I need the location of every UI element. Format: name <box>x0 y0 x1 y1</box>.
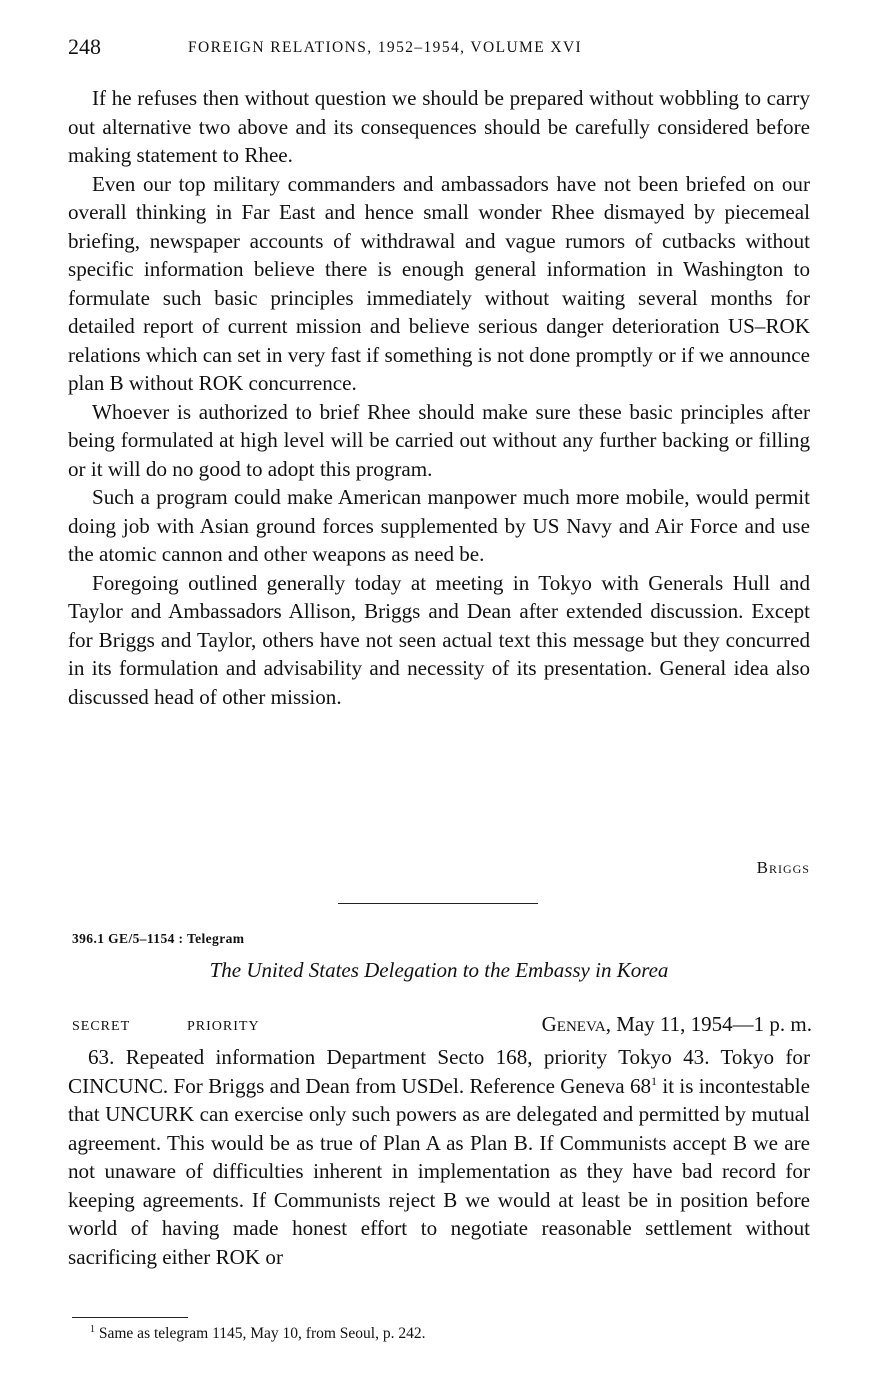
footnote-marker: 1 <box>90 1323 95 1335</box>
classification-label: SECRET <box>72 1019 131 1034</box>
paragraph: Such a program could make American manpower much more mobile, would permit doing job with Asian ground forces supplemented by US Navy and Air Force and use the atomic cannon and other weapons as need be. <box>68 485 810 566</box>
paragraph: Even our top military commanders and ambassadors have not been briefed on our overall thinking in Far East and hence small wonder Rhee dismayed by piecemeal briefing, newspaper accounts of withdrawal and vague rumors of cutbacks without specific information believe there is enough general information in Washington to formulate such basic principles immediately without waiting several months for detailed report of current mission and believe serious danger deterioration US–ROK relations which can set in very fast if something is not done promptly or if we announce plan B without ROK concurrence. <box>68 171 810 395</box>
section-divider <box>338 903 538 904</box>
telegram-text-part-1: 63. Repeated information Department Secto 168, priority Tokyo 43. Tokyo for CINCUNC. For Briggs and Dean from USDel. Reference Geneva 68 <box>68 1045 810 1098</box>
dateline-date: , May 11, 1954—1 p. m. <box>605 1012 812 1036</box>
dateline <box>542 1012 812 1037</box>
telegram-paragraph <box>68 1043 810 1271</box>
page-number: 248 <box>68 34 101 59</box>
paragraph: Foregoing outlined generally today at meeting in Tokyo with Generals Hull and Taylor and Ambassadors Allison, Briggs and Dean after extended discussion. Except for Briggs and Taylor, others have not seen actual text this message but they concurred in its formulation and advisability and necessity of its presentation. General idea also discussed head of other mission. <box>68 570 810 709</box>
document-heading: The United States Delegation to the Embassy in Korea <box>209 958 669 982</box>
footnote-reference[interactable]: 1 <box>651 1073 658 1088</box>
telegram-text-part-2: it is incontestable that UNCURK can exercise only such powers as are delegated and permitted by mutual agreement. This would be as true of Plan A as Plan B. If Communists accept B we are not unaware of difficulties inherent in implementation as they have bad record for keeping agreements. If Communists reject B we would at least be in position before world of having made honest effort to negotiate reasonable settlement without sacrificing either ROK or <box>68 1073 811 1269</box>
body-text <box>68 84 810 711</box>
telegram-text <box>68 1043 810 1271</box>
document-file-number: 396.1 GE/5–1154 : Telegram <box>72 931 245 946</box>
precedence-label: PRIORITY <box>187 1019 260 1034</box>
footnote <box>90 1325 425 1343</box>
paragraph: Whoever is authorized to brief Rhee should make sure these basic principles after being formulated at high level will be carried out without any further backing or filling or it will do no good to adopt this program. <box>68 399 810 481</box>
paragraph: If he refuses then without question we should be prepared without wobbling to carry out alternative two above and its consequences should be carefully considered before making statement to Rhee. <box>68 86 810 167</box>
running-head <box>68 34 818 62</box>
classification-line <box>72 1012 812 1040</box>
signature: Briggs <box>756 858 810 877</box>
running-title: FOREIGN RELATIONS, 1952–1954, VOLUME XVI <box>188 39 583 56</box>
footnote-rule <box>72 1317 188 1318</box>
dateline-place: Geneva <box>541 1012 606 1036</box>
footnote-text: Same as telegram 1145, May 10, from Seoul, p. 242. <box>98 1325 426 1342</box>
